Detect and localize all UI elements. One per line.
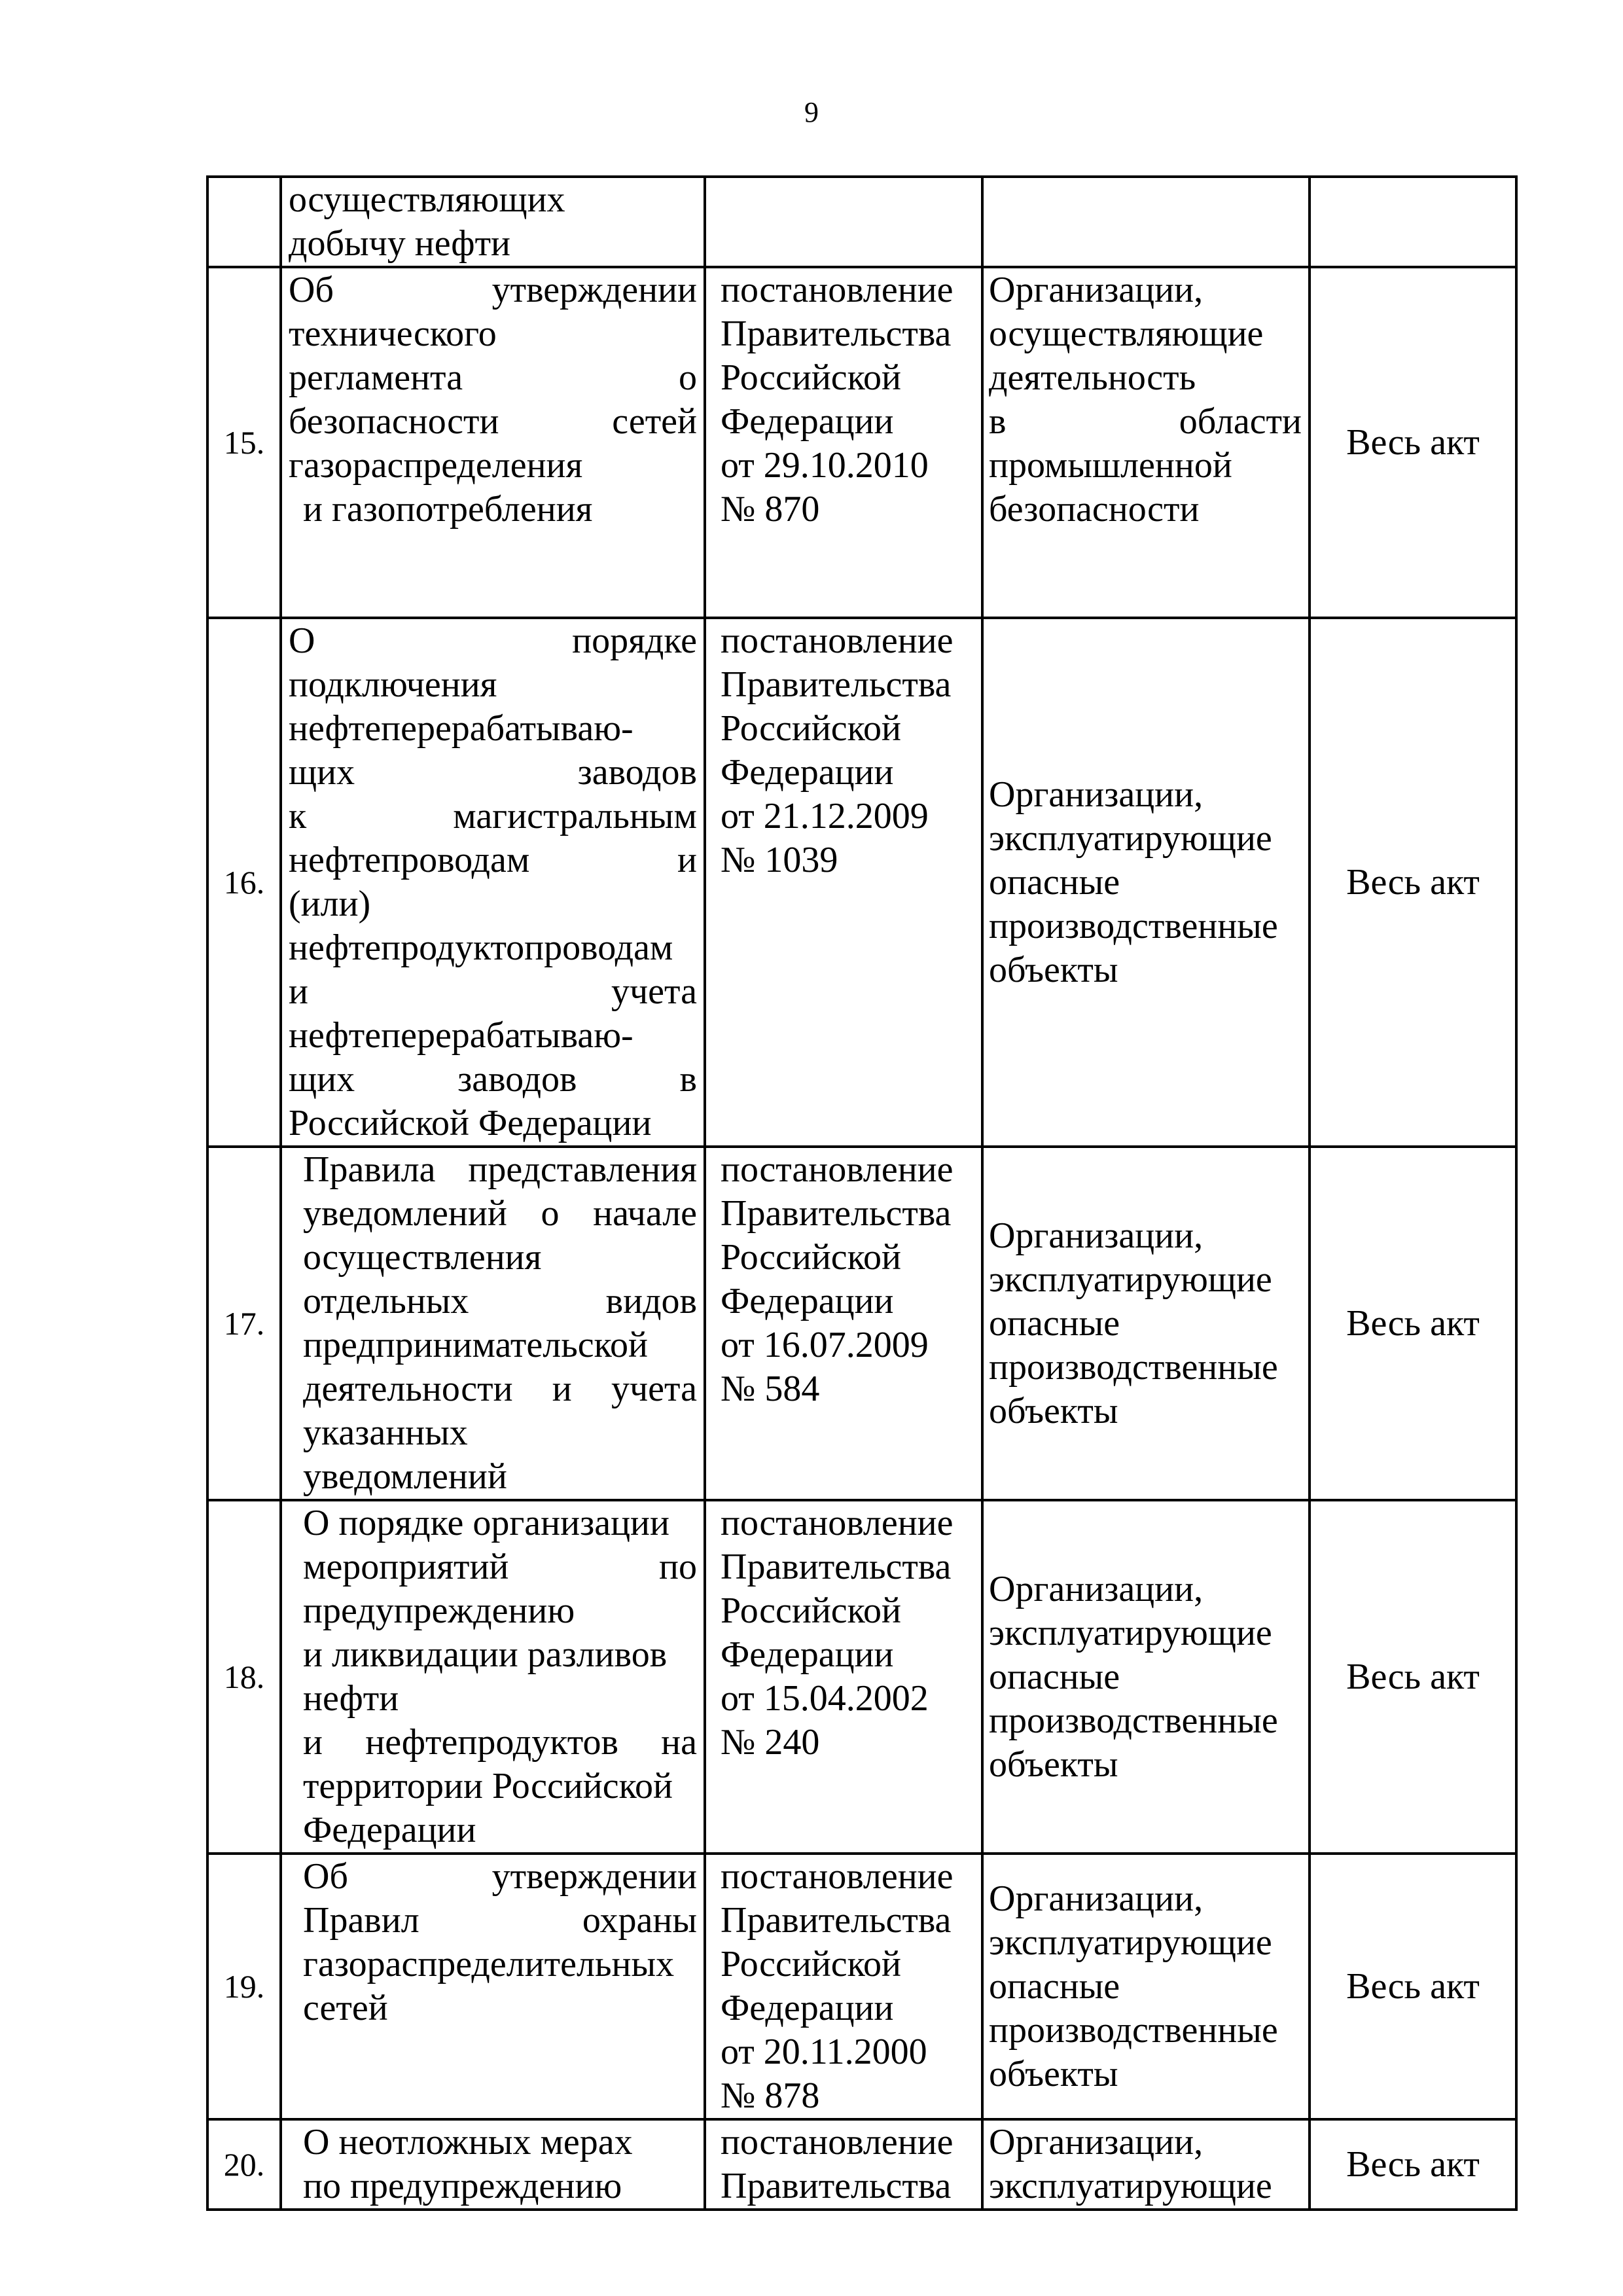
act-organizations-line: Организации, (989, 2122, 1204, 2162)
table-row (207, 177, 1516, 267)
act-document-line: от 20.11.2000 (721, 2032, 927, 2072)
act-title-line: предпринимательской (303, 1325, 648, 1365)
act-organizations-line: безопасности (989, 489, 1200, 529)
table-row (207, 267, 1516, 618)
act-title (281, 1500, 705, 1854)
act-document-line: постановление (721, 1503, 954, 1543)
act-organizations-line: объекты (989, 1744, 1118, 1785)
act-document-line: Федерации (721, 752, 894, 793)
table-row (207, 2119, 1516, 2210)
act-document-line: Федерации (721, 1281, 894, 1321)
act-title-line: газораспределительных (303, 1944, 675, 1984)
act-document-line: Правительства (721, 1900, 952, 1941)
act-scope: Весь акт (1310, 618, 1516, 1147)
act-title-line: Федерации (303, 1810, 476, 1850)
act-document-line: Российской (721, 1944, 901, 1984)
act-document-line: Правительства (721, 314, 952, 354)
act-title-line: нефтепродуктопроводам (289, 927, 673, 968)
act-title (281, 2119, 705, 2210)
act-organizations-line: эксплуатирующие (989, 1612, 1272, 1653)
act-document-line: постановление (721, 270, 954, 310)
act-document-line: от 15.04.2002 (721, 1678, 929, 1719)
act-title (281, 1147, 705, 1500)
act-document-line: Правительства (721, 1547, 952, 1587)
act-title (281, 267, 705, 618)
act-organizations (982, 2119, 1310, 2210)
act-organizations (982, 1854, 1310, 2119)
act-document-line: № 584 (721, 1369, 820, 1409)
act-title-line: Российской Федерации (289, 1103, 652, 1143)
act-title-line: Правила представления (303, 1149, 697, 1190)
act-title-line: Об утверждении (303, 1856, 697, 1897)
act-organizations-line: Организации, (989, 774, 1204, 815)
act-title-line: уведомлений о начале (303, 1193, 697, 1234)
act-scope: Весь акт (1310, 1147, 1516, 1500)
act-title-line: мероприятий по (303, 1547, 697, 1587)
row-number (207, 177, 281, 267)
act-title-line: добычу нефти (289, 223, 511, 264)
act-title-line: О порядке организации (303, 1503, 669, 1543)
row-number: 19. (207, 1854, 281, 2119)
act-title-line: предупреждению (303, 1590, 575, 1631)
act-title-line: (или) (289, 884, 371, 924)
act-title-line: технического (289, 314, 497, 354)
act-title-line: осуществления (303, 1237, 542, 1278)
act-document-line: Правительства (721, 2166, 952, 2206)
act-title-line: и ликвидации разливов (303, 1634, 668, 1675)
row-number: 18. (207, 1500, 281, 1854)
act-title-line: к магистральным (289, 796, 697, 836)
act-title-line: Правил охраны (303, 1900, 697, 1941)
row-number: 20. (207, 2119, 281, 2210)
act-title-line: указанных (303, 1412, 468, 1453)
act-organizations-line: опасные (989, 1965, 1120, 2007)
act-document-line: № 878 (721, 2075, 820, 2116)
act-document (705, 267, 982, 618)
act-title-line: сетей (303, 1988, 388, 2028)
act-title-line: по предупреждению (303, 2166, 622, 2206)
act-title-line: осуществляющих (289, 179, 565, 220)
act-organizations-line: Организации, (989, 1878, 1204, 1919)
act-document (705, 618, 982, 1147)
act-title (281, 618, 705, 1147)
act-document-line: Правительства (721, 664, 952, 705)
act-title-line: подключения (289, 664, 497, 705)
act-document-line: постановление (721, 1149, 954, 1190)
act-organizations-line: производственные (989, 1346, 1278, 1388)
act-title-line: щих заводов в (289, 1059, 697, 1100)
act-organizations-line: Организации, (989, 270, 1204, 310)
act-organizations (982, 177, 1310, 267)
table-row (207, 1147, 1516, 1500)
act-document (705, 1500, 982, 1854)
act-document-line: Российской (721, 1590, 901, 1631)
act-document-line: постановление (721, 1856, 954, 1897)
regulations-table (206, 175, 1518, 2211)
act-organizations-line: осуществляющие (989, 314, 1264, 354)
act-document (705, 1147, 982, 1500)
act-title-line: и учета (289, 971, 697, 1012)
act-organizations (982, 1147, 1310, 1500)
act-scope: Весь акт (1310, 1500, 1516, 1854)
act-title-line: регламента о (289, 357, 697, 398)
table-row (207, 1854, 1516, 2119)
row-number: 15. (207, 267, 281, 618)
act-document-line: Федерации (721, 401, 894, 442)
act-title-line: газораспределения (289, 445, 583, 486)
act-document-line: Российской (721, 1237, 901, 1278)
act-organizations (982, 1500, 1310, 1854)
act-organizations-line: деятельность (989, 357, 1196, 398)
act-title-line: отдельных видов (303, 1281, 697, 1321)
act-title-line: щих заводов (289, 752, 697, 793)
act-document-line: № 870 (721, 489, 820, 529)
act-document-line: от 29.10.2010 (721, 445, 929, 486)
act-scope: Весь акт (1310, 2119, 1516, 2210)
act-organizations-line: производственные (989, 1700, 1278, 1741)
act-organizations-line: Организации, (989, 1568, 1204, 1609)
act-organizations (982, 618, 1310, 1147)
act-document-line: постановление (721, 620, 954, 661)
act-title-line: безопасности сетей (289, 401, 697, 442)
act-document-line: Федерации (721, 1634, 894, 1675)
row-number: 16. (207, 618, 281, 1147)
act-document (705, 177, 982, 267)
act-document-line: № 1039 (721, 840, 838, 880)
act-organizations-line: объекты (989, 2053, 1118, 2094)
act-organizations (982, 267, 1310, 618)
act-title-line: территории Российской (303, 1766, 673, 1806)
act-document-line: № 240 (721, 1722, 820, 1763)
act-title-line: и нефтепродуктов на (303, 1722, 697, 1763)
act-title-line: О порядке (289, 620, 697, 661)
act-document-line: Правительства (721, 1193, 952, 1234)
act-organizations-line: эксплуатирующие (989, 1922, 1272, 1963)
act-title-line: О неотложных мерах (303, 2122, 633, 2162)
act-organizations-line: Организации, (989, 1215, 1204, 1256)
act-document-line: от 21.12.2009 (721, 796, 929, 836)
act-organizations-line: объекты (989, 949, 1118, 990)
act-organizations-line: опасные (989, 861, 1120, 903)
act-title-line: и газопотребления (303, 489, 593, 529)
act-document-line: Федерации (721, 1988, 894, 2028)
act-title-line: уведомлений (303, 1456, 507, 1497)
act-document-line: Российской (721, 708, 901, 749)
act-organizations-line: производственные (989, 2009, 1278, 2051)
act-document (705, 2119, 982, 2210)
act-title-line: деятельности и учета (303, 1369, 697, 1409)
act-organizations-line: в области (989, 401, 1302, 442)
act-organizations-line: эксплуатирующие (989, 1259, 1272, 1300)
act-scope (1310, 177, 1516, 267)
act-document-line: постановление (721, 2122, 954, 2162)
act-scope: Весь акт (1310, 267, 1516, 618)
page-number: 9 (804, 96, 819, 128)
act-organizations-line: объекты (989, 1390, 1118, 1431)
act-organizations-line: опасные (989, 1302, 1120, 1344)
act-organizations-line: производственные (989, 905, 1278, 946)
act-title-line: нефтепроводам и (289, 840, 697, 880)
act-document-line: Российской (721, 357, 901, 398)
act-title-line: Об утверждении (289, 270, 697, 310)
act-organizations-line: опасные (989, 1656, 1120, 1697)
table-row (207, 618, 1516, 1147)
row-number: 17. (207, 1147, 281, 1500)
act-organizations-line: эксплуатирующие (989, 817, 1272, 859)
act-title-line: нефтеперерабатываю- (289, 708, 633, 749)
act-document-line: от 16.07.2009 (721, 1325, 929, 1365)
act-organizations-line: эксплуатирующие (989, 2166, 1272, 2206)
act-document (705, 1854, 982, 2119)
table-row (207, 1500, 1516, 1854)
act-scope: Весь акт (1310, 1854, 1516, 2119)
act-title (281, 1854, 705, 2119)
act-title (281, 177, 705, 267)
act-title-line: нефти (303, 1678, 399, 1719)
act-organizations-line: промышленной (989, 445, 1232, 486)
act-title-line: нефтеперерабатываю- (289, 1015, 633, 1056)
